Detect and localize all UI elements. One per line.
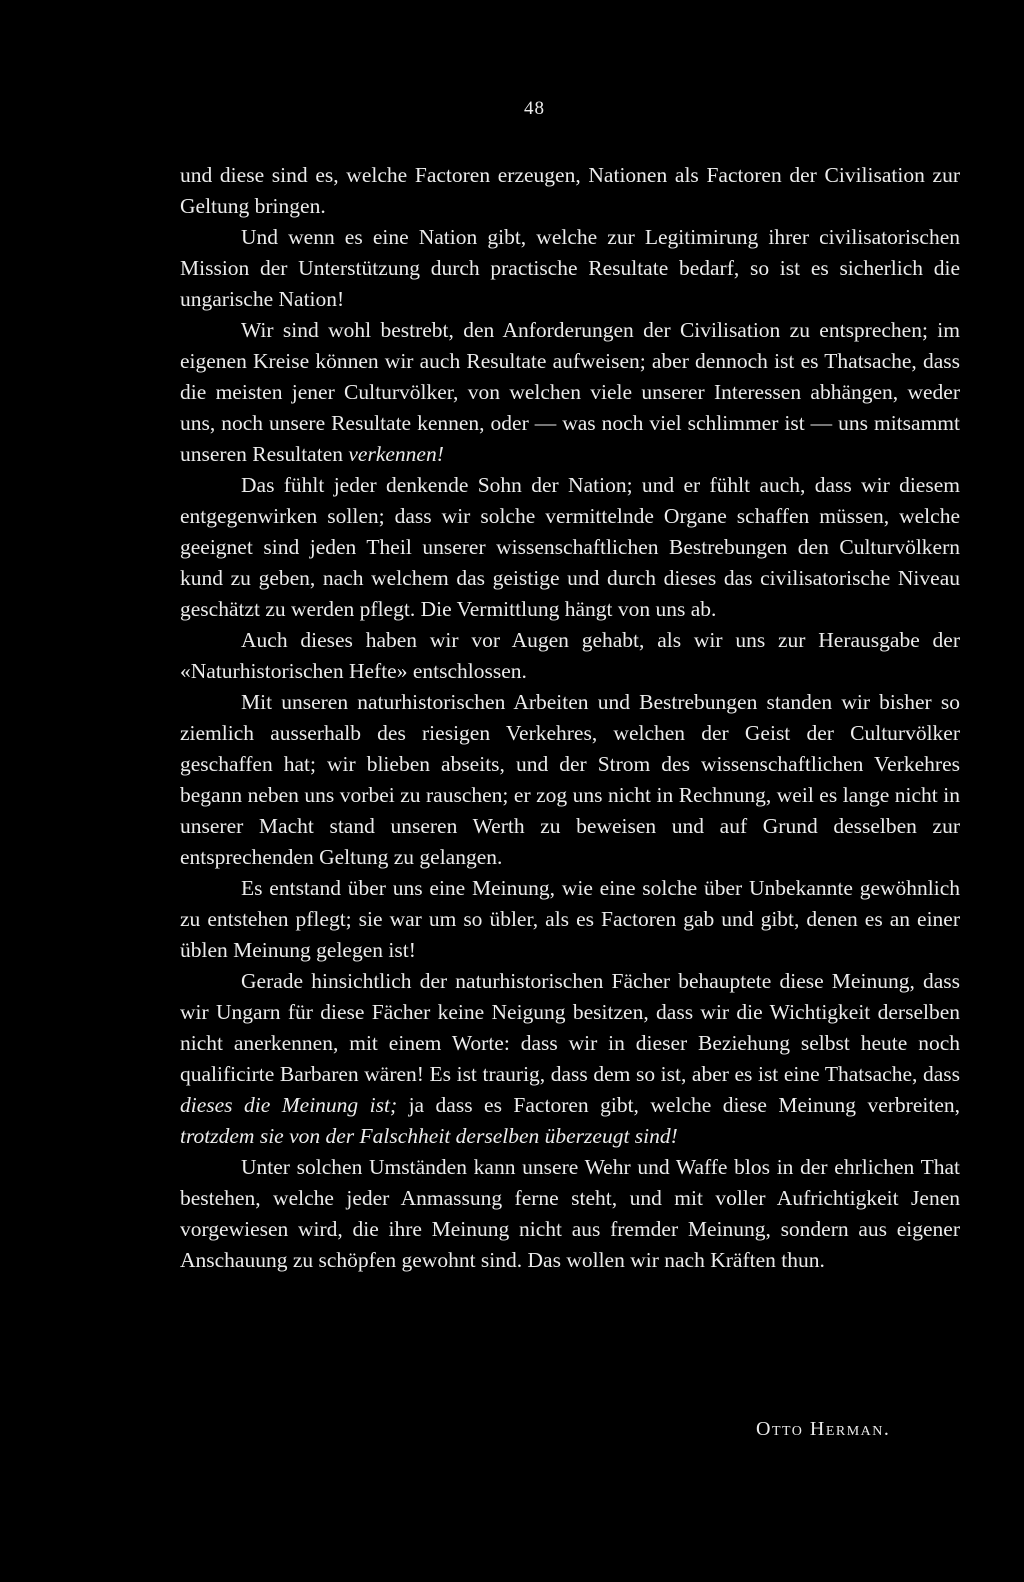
paragraph-1: und diese sind es, welche Factoren erzeugen, Nationen als Factoren der Civilisation zur Geltung bringen. (180, 163, 960, 218)
paragraph-7: Es entstand über uns eine Meinung, wie eine solche über Unbekannte gewöhnlich zu entstehen pflegt; sie war um so übler, als es Factoren gab und gibt, denen es an einer üblen Meinung gelegen ist! (180, 876, 960, 962)
emphasis-meinung: dieses die Meinung ist; (180, 1093, 398, 1117)
author-signature: Otto Herman. (756, 1418, 891, 1440)
page-number: 48 (524, 98, 545, 119)
paragraph-3: Wir sind wohl bestrebt, den Anforderungen der Civilisation zu entsprechen; im eigenen Kreise können wir auch Resultate aufweisen; aber dennoch ist es Thatsache, dass die meisten jener Culturvölker, von welchen viele unserer Interessen abhängen, weder uns, noch unsere Resultate kennen, oder — was noch viel schlimmer ist — uns mitsammt unseren Resultaten verkennen! (180, 318, 960, 466)
body-text (180, 160, 960, 1276)
paragraph-9: Unter solchen Umständen kann unsere Wehr und Waffe blos in der ehrlichen That bestehen, welche jeder Anmassung ferne steht, und mit voller Aufrichtigkeit Jenen vorgewiesen wird, die ihre Meinung nicht aus fremder Meinung, sondern aus eigener Anschauung zu schöpfen gewohnt sind. Das wollen wir nach Kräften thun. (180, 1155, 960, 1272)
paragraph-5: Auch dieses haben wir vor Augen gehabt, als wir uns zur Herausgabe der «Naturhistorischen Hefte» entschlossen. (180, 628, 960, 683)
paragraph-4: Das fühlt jeder denkende Sohn der Nation; und er fühlt auch, dass wir diesem entgegenwirken sollen; dass wir solche vermittelnde Organe schaffen müssen, welche geeignet sind jeden Theil unserer wissenschaftlichen Bestrebungen den Culturvölkern kund zu geben, nach welchem das geistige und durch dieses das civilisatorische Niveau geschätzt zu werden pflegt. Die Vermittlung hängt von uns ab. (180, 473, 960, 621)
emphasis-verkennen: verkennen! (348, 442, 444, 466)
paragraph-6: Mit unseren naturhistorischen Arbeiten und Bestrebungen standen wir bisher so ziemlich ausserhalb des riesigen Verkehres, welchen der Geist der Culturvölker geschaffen hat; wir blieben abseits, und der Strom des wissenschaftlichen Verkehres begann neben uns vorbei zu rauschen; er zog uns nicht in Rechnung, weil es lange nicht in unserer Macht stand unseren Werth zu beweisen und auf Grund desselben zur entsprechenden Geltung zu gelangen. (180, 690, 960, 869)
paragraph-8: Gerade hinsichtlich der naturhistorischen Fächer behauptete diese Meinung, dass wir Ungarn für diese Fächer keine Neigung besitzen, dass wir die Wichtigkeit derselben nicht anerkennen, mit einem Worte: dass wir in dieser Beziehung selbst heute noch qualificirte Barbaren wären! Es ist traurig, dass dem so ist, aber es ist eine Thatsache, dass dieses die Meinung ist; ja dass es Factoren gibt, welche diese Meinung verbreiten, trotzdem sie von der Falschheit derselben überzeugt sind! (180, 969, 960, 1148)
paragraph-2: Und wenn es eine Nation gibt, welche zur Legitimirung ihrer civilisatorischen Mission der Unterstützung durch practische Resultate bedarf, so ist es sicherlich die ungarische Nation! (180, 225, 960, 311)
emphasis-trotzdem: trotzdem sie von der Falschheit derselben überzeugt sind! (180, 1124, 678, 1148)
